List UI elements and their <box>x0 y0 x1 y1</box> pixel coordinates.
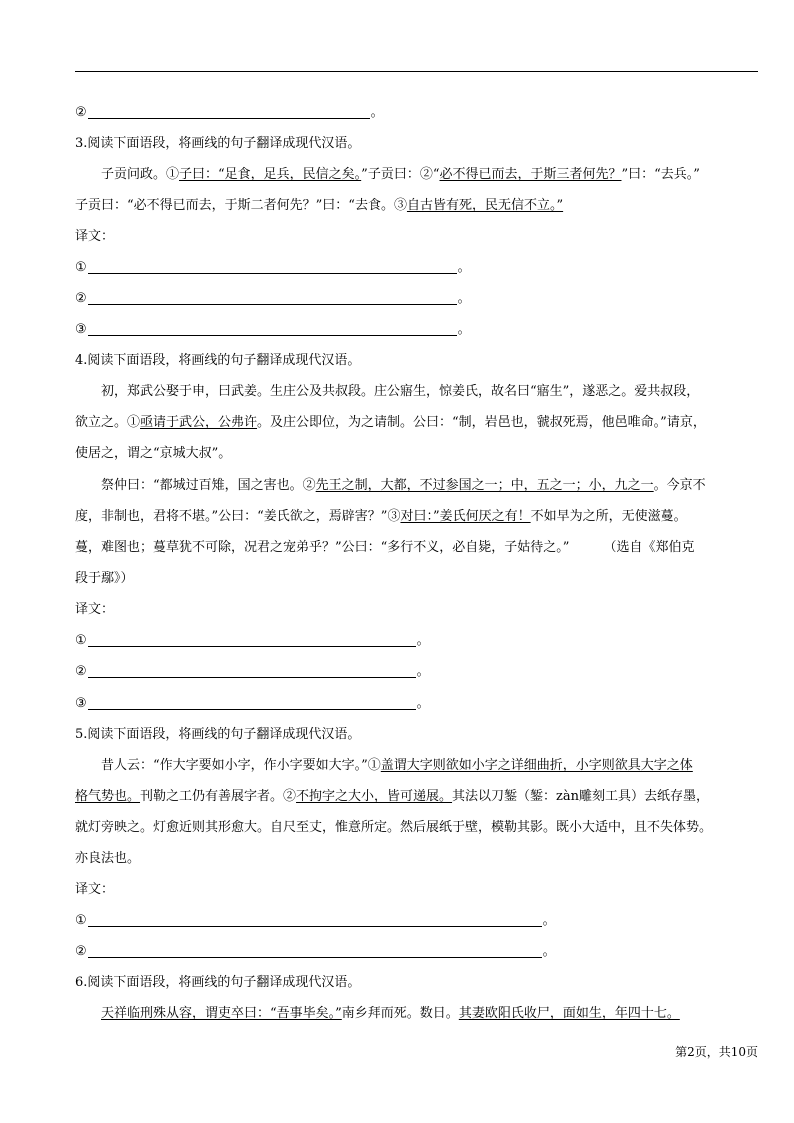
item-mark: ② <box>75 105 87 120</box>
q4-passage-line: 初，郑武公娶于申，曰武姜。生庄公及共叔段。庄公寤生，惊姜氏，故名曰“寤生”，遂恶之。爱共叔段， <box>101 384 700 399</box>
answer-blank <box>88 290 457 305</box>
underlined-sentence-3: 对曰：”姜氏何厌之有！ <box>400 509 531 524</box>
underlined-sentence-1-cont: 格气势也。 <box>75 789 141 804</box>
q3-answer-line-3: ③ 。 <box>75 322 471 337</box>
q5-answer-line-1: ① 。 <box>75 913 556 928</box>
q3-passage-line: 子贡曰：“必不得已而去，于斯二者何先？”曰：“去食。③自古皆有死，民无信不立。” <box>75 198 564 213</box>
q4-title: 4.阅读下面语段，将画线的句子翻译成现代汉语。 <box>75 353 361 368</box>
answer-blank <box>88 912 542 927</box>
q4-passage-line: 使居之，谓之“京城大叔”。 <box>75 446 232 461</box>
q6-title: 6.阅读下面语段，将画线的句子翻译成现代汉语。 <box>75 975 361 990</box>
underlined-sentence-1: 天祥临刑殊从容，谓吏卒曰：“吾事毕矣。” <box>101 1006 342 1021</box>
page-number: 第2页，共10页 <box>675 1045 758 1059</box>
q5-translation-label: 译文： <box>75 882 115 897</box>
item-end: 。 <box>370 105 384 120</box>
q5-answer-line-2: ② 。 <box>75 944 556 959</box>
source-citation: （选自《郑伯克 <box>603 540 695 555</box>
underlined-sentence-1: 亟请于武公，公弗许 <box>140 415 258 430</box>
q4-passage-line: 蔓，难图也；蔓草犹不可除，况君之宠弟乎？”公曰：“多行不义，必自毙，子姑待之。” （选自《郑伯克 <box>75 540 695 555</box>
answer-line-q2-2 <box>75 103 758 123</box>
q4-answer-line-3: ③ 。 <box>75 696 430 711</box>
answer-blank <box>88 104 370 119</box>
q4-passage-line: 度，非制也，君将不堪。”公曰：“姜氏欲之，焉辟害？”③对曰：”姜氏何厌之有！不如早为之所，无使滋蔓。 <box>75 509 687 524</box>
answer-blank <box>88 663 416 678</box>
q3-answer-line-2: ② 。 <box>75 291 471 306</box>
answer-blank <box>88 632 416 647</box>
q5-passage-line: 亦良法也。 <box>75 851 141 866</box>
q6-passage-line: 天祥临刑殊从容，谓吏卒曰：“吾事毕矣。”南乡拜而死。数日。其妻欧阳氏收尸，面如生，年四十七。 <box>101 1006 680 1021</box>
q3-translation-label: 译文： <box>75 229 115 244</box>
q4-passage-line: 欲立之。①亟请于武公，公弗许。及庄公即位，为之请制。公曰：“制，岩邑也，虢叔死焉，他邑唯命。”请京， <box>75 415 706 430</box>
q3-answer-line-1: ① 。 <box>75 260 471 275</box>
underlined-sentence-2: 先王之制，大都，不过参国之一；中，五之一；小，九之一 <box>315 478 654 493</box>
q5-passage-line: 就灯旁映之。灯愈近则其形愈大。自尺至丈，惟意所定。然后展纸于壁，模勒其影。既小大适中，且不失体势。 <box>75 820 713 835</box>
q4-answer-line-2: ② 。 <box>75 664 430 679</box>
answer-blank <box>88 943 542 958</box>
underlined-sentence-2: 其妻欧阳氏收尸，面如生，年四十七。 <box>458 1006 680 1021</box>
q5-passage-line: 格气势也。刊勒之工仍有善展字者。②不拘字之大小，皆可递展。其法以刀錾（錾：zàn雕刻工具）去纸存墨， <box>75 789 710 804</box>
underlined-sentence-2: 必不得已而去，于斯三者何先？ <box>439 167 622 182</box>
underlined-sentence-2: 不拘字之大小，皆可递展。 <box>296 789 453 804</box>
q4-translation-label: 译文： <box>75 602 115 617</box>
q3-title: 3.阅读下面语段，将画线的句子翻译成现代汉语。 <box>75 136 361 151</box>
q5-passage-line: 昔人云：“作大字要如小字，作小字要如大字。”①盖谓大字则欲如小字之详细曲折，小字则欲具大字之体 <box>101 758 693 773</box>
q4-answer-line-1: ① 。 <box>75 633 430 648</box>
answer-blank <box>88 259 457 274</box>
answer-blank <box>88 321 457 336</box>
underlined-sentence-3: 自古皆有死，民无信不立。” <box>406 198 564 213</box>
q3-passage-line: 子贡问政。①子曰：“足食，足兵，民信之矣。”子贡曰：②“必不得已而去，于斯三者何先？”曰：“去兵。” <box>101 167 700 182</box>
underlined-sentence-1: 子曰：“足食，足兵，民信之矣。 <box>179 167 362 182</box>
underlined-sentence-1: 盖谓大字则欲如小字之详细曲折，小字则欲具大字之体 <box>380 758 693 773</box>
header-rule <box>75 71 758 72</box>
answer-blank <box>88 695 416 710</box>
q4-passage-line: 祭仲曰：“都城过百雉，国之害也。②先王之制，大都，不过参国之一；中，五之一；小，九之一。今京不 <box>101 478 706 493</box>
q5-title: 5.阅读下面语段，将画线的句子翻译成现代汉语。 <box>75 727 361 742</box>
q4-passage-line: 段于鄢》） <box>75 571 134 586</box>
